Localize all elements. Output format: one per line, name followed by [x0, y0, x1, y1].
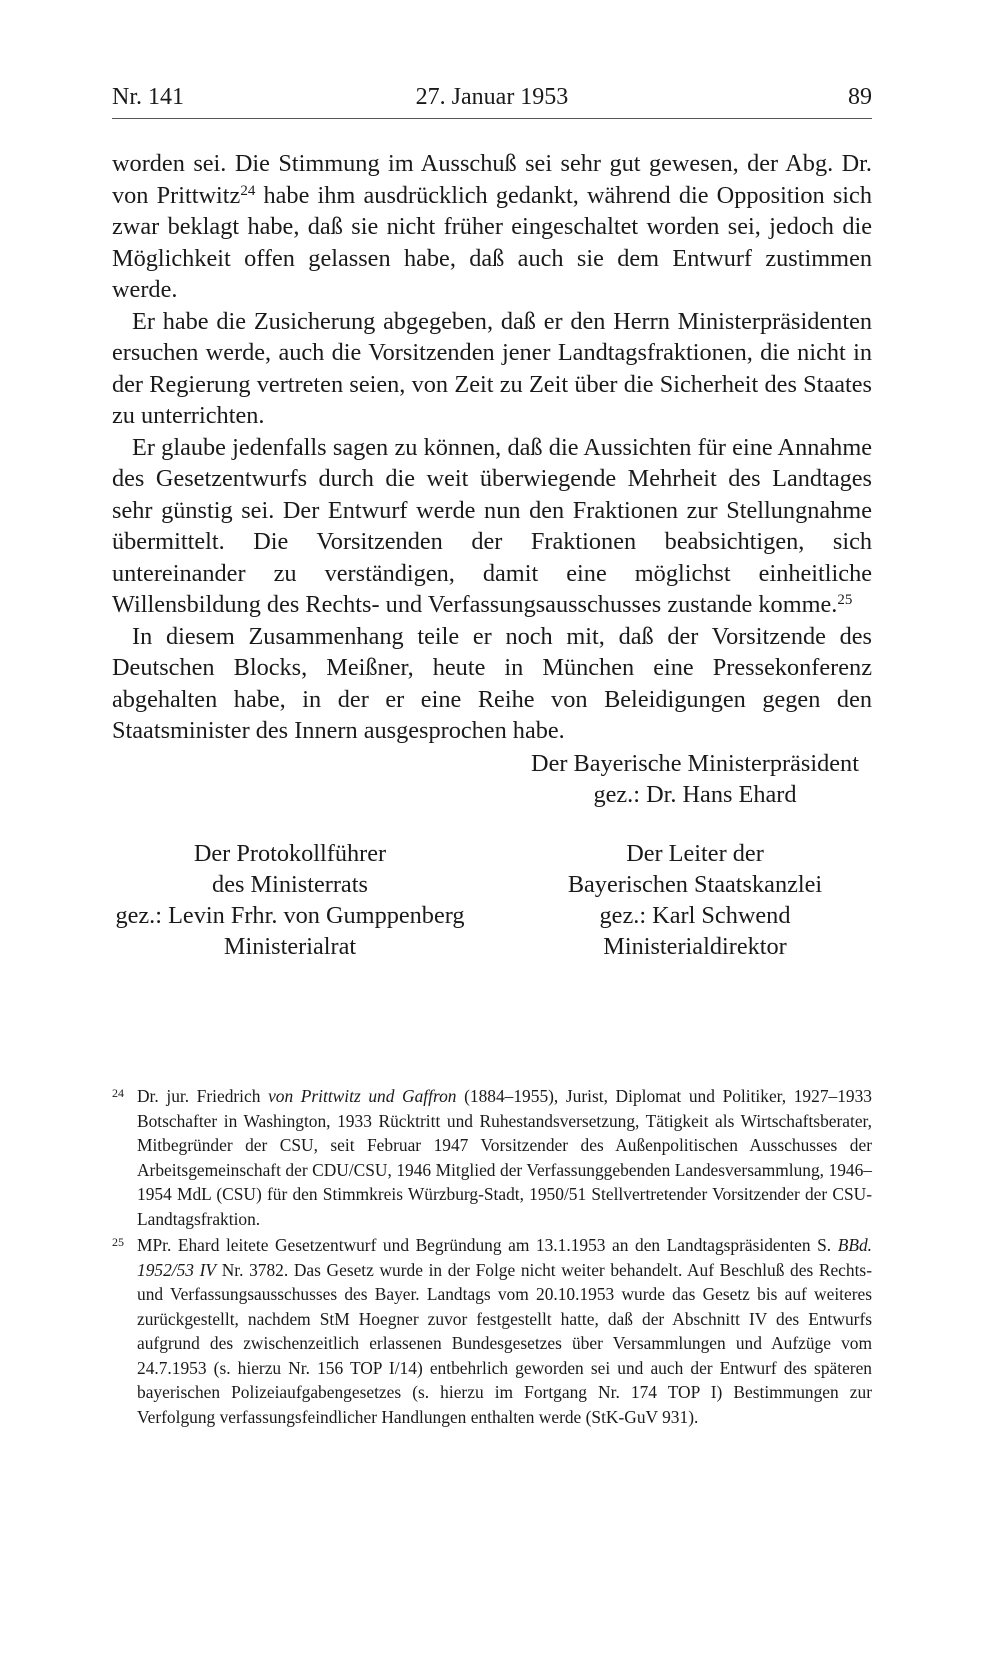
paragraph-3: Er glaube jedenfalls sagen zu können, daß die Aussichten für eine Annahme des Gesetzentwurfs durch die weit überwiegende Mehrheit des Landtages sehr günstig sei. Der Entwurf werde nun den Fraktionen zur Stellungnahme übermittelt. Die Vorsitzenden der Fraktionen beabsichtigen, sich untereinander zu verständigen, damit eine möglichst einheitliche Willensbildung des Rechts- und Verfassungsausschusses zustande komme.$^{25}$	[112, 433, 872, 618]
signature-protocol-keeper	[100, 838, 480, 962]
signature-name: gez.: Dr. Hans Ehard	[593, 781, 797, 808]
signature-name: gez.: Levin Frhr. von Gumppenberg	[115, 902, 465, 929]
footnote-ref-25[interactable]: 25	[837, 592, 853, 608]
signature-subtitle: des Ministerrats	[212, 871, 368, 898]
document-date: 27. Januar 1953	[415, 84, 569, 110]
footnotes	[112, 1084, 872, 1431]
footnote-text: Dr. jur. Friedrich von Prittwitz und Gaffron (1884–1955), Jurist, Diplomat und Politiker, 1927–1933 Botschafter in Washington, 1933 Rücktritt und Ruhestandsversetzung, Tätigkeit als Wirtschaftsberater, Mitbegründer der CSU, seit Februar 1947 Vorsitzender des Außenpolitischen Ausschusses der Arbeitsgemeinschaft der CDU/CSU, 1946 Mitglied der Verfassunggebenden Landesversammlung, 1946–1954 MdL (CSU) für den Stimmkreis Würzburg-Stadt, 1950/51 Stellvertretender Vorsitzender der CSU-Landtagsfraktion.	[137, 1086, 872, 1229]
running-header	[112, 84, 872, 119]
footnote-text: MPr. Ehard leitete Gesetzentwurf und Begründung am 13.1.1953 an den Landtagspräsidenten S. BBd. 1952/53 IV Nr. 3782. Das Gesetz wurde in der Folge nicht weiter behandelt. Auf Beschluß des Rechts- und Verfassungsausschusses des Bayer. Landtags vom 20.10.1953 wurde das Gesetz bis auf weiteres zurückgestellt, nachdem StM Hoegner zuvor festgestellt hatte, daß der Abschnitt IV des Entwurfs aufgrund des zwischenzeitlich erlassenen Bundesgesetzes über Versammlungen und Aufzüge vom 24.7.1953 (s. hierzu Nr. 156 TOP I/14) entbehrlich geworden sei und auch der Entwurf des späteren bayerischen Polizeiaufgabengesetzes (s. hierzu im Fortgang Nr. 174 TOP I) Bestimmungen zur Verfolgung verfassungsfeindlicher Handlungen enthalten werde (StK-GuV 931).	[137, 1235, 872, 1427]
signature-title: Der Protokollführer	[193, 840, 387, 867]
signature-title: Der Leiter der	[626, 840, 764, 867]
paragraph-1: worden sei. Die Stimmung im Ausschuß sei sehr gut gewesen, der Abg. Dr. von Prittwitz$^{24}$ habe ihm ausdrücklich gedankt, während die Opposition sich zwar beklagt habe, daß sie nicht früher eingeschaltet worden sei, jedoch die Möglichkeit offen gelassen habe, daß auch sie dem Entwurf zustimmen werde.	[112, 150, 872, 303]
footnote-ref-24[interactable]: 24	[240, 182, 256, 199]
paragraph-4: In diesem Zusammenhang teile er noch mit, daß der Vorsitzende des Deutschen Blocks, Meißner, heute in München eine Pressekonferenz abgehalten habe, in der er eine Reihe von Beleidigungen gegen den Staatsminister des Innern ausgesprochen habe.	[112, 622, 872, 744]
footnote-24	[112, 1084, 872, 1231]
signature-title: Der Bayerische Ministerpräsident	[531, 750, 859, 777]
main-text	[112, 148, 872, 747]
signature-subtitle: Bayerischen Staatskanzlei	[567, 871, 823, 898]
signature-name: gez.: Karl Schwend	[599, 902, 791, 929]
footnote-25	[112, 1233, 872, 1429]
signature-rank: Ministerialrat	[223, 933, 357, 960]
footnote-number: 25	[112, 1235, 124, 1249]
signature-rank: Ministerialdirektor	[603, 933, 787, 960]
signature-minister-president	[520, 748, 870, 810]
signature-chancellery-head	[520, 838, 870, 962]
page-number: 89	[848, 84, 872, 110]
document-number: Nr. 141	[112, 84, 184, 110]
paragraph-2: Er habe die Zusicherung abgegeben, daß er den Herrn Ministerpräsidenten ersuchen werde, auch die Vorsitzenden jener Landtagsfraktionen, die nicht in der Regierung vertreten seien, von Zeit zu Zeit über die Sicherheit des Staates zu unterrichten.	[112, 307, 872, 429]
footnote-number: 24	[112, 1086, 124, 1100]
